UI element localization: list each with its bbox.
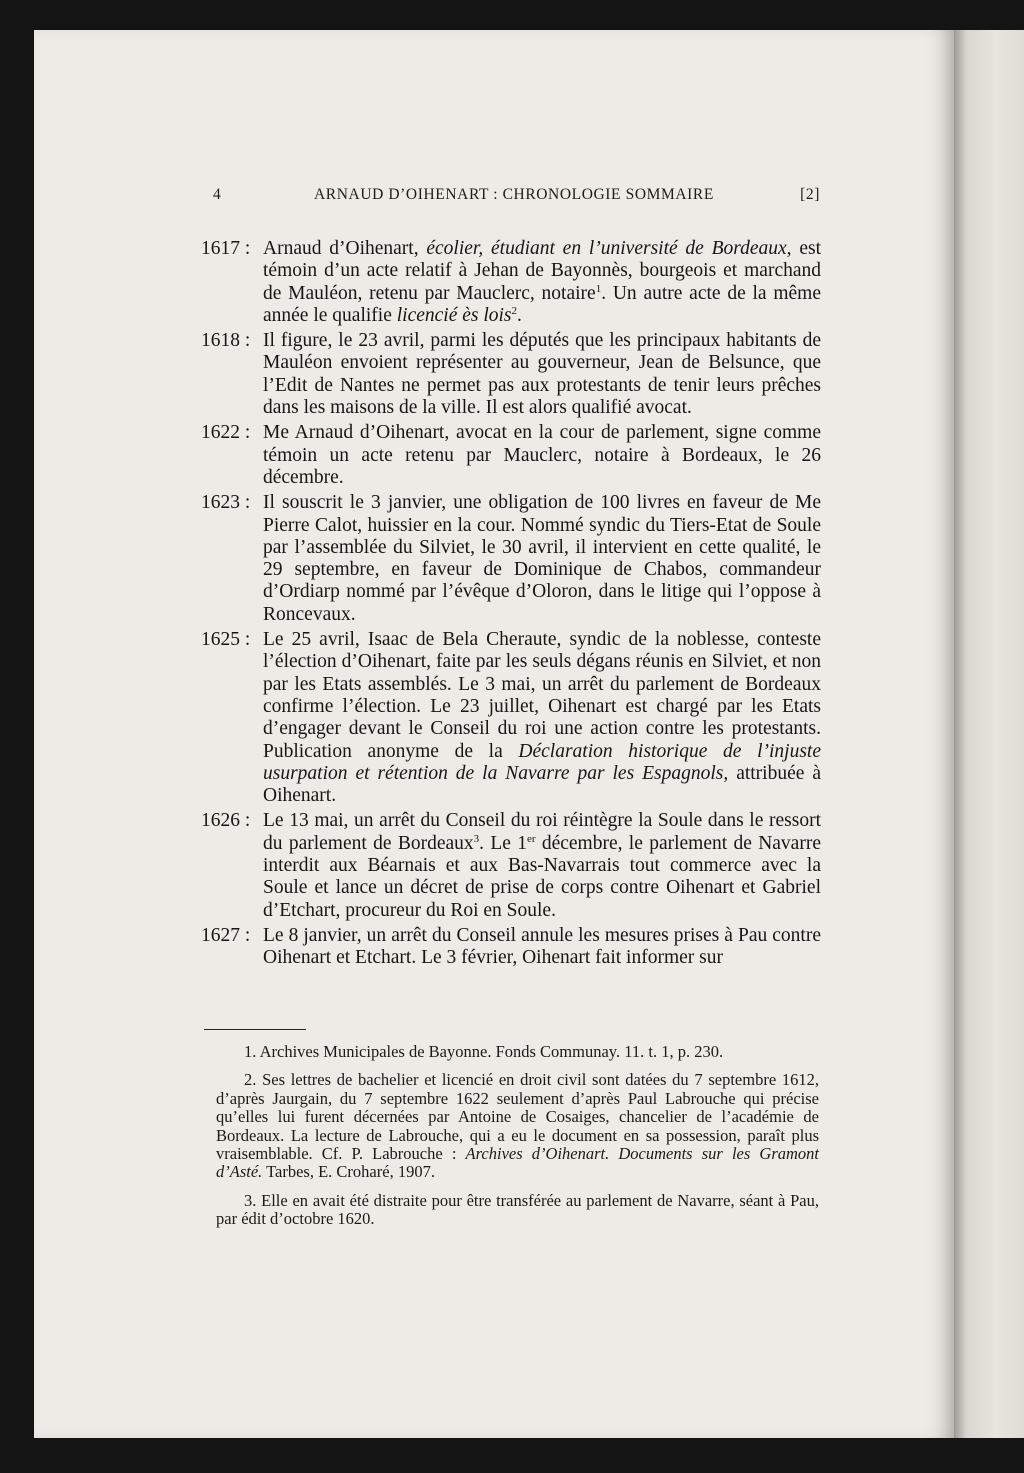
entry-year: 1623 : xyxy=(201,492,251,514)
entry-year: 1618 : xyxy=(201,330,251,352)
entry-text: Il souscrit le 3 janvier, une obligation de 100 livres en faveur de Me Pierre Calot, huissier en la cour. Nommé syndic du Tiers-Etat de Soule par l’assemblée du Silviet, le 30 avril, il intervient en cette qualité, le 29 septembre, en faveur de Dominique de Chabos, commandeur d’Ordiarp nommé par l’évêque d’Oloron, dans le litige qui l’oppose à Roncevaux. xyxy=(263,492,821,625)
chronology-entry xyxy=(201,238,821,327)
chronology-list xyxy=(201,238,821,973)
footnote: 2. Ses lettres de bachelier et licencié en droit civil sont datées du 7 septembre 1612, d’après Jaurgain, du 7 septembre 1622 seulement d’après Paul Labrouche qui précise qu’elles lui furent décernées par Antoine de Cosaiges, chancelier de l’académie de Bordeaux. La lecture de Labrouche, qui a eu le document en sa possession, paraît plus vraisemblable. Cf. P. Labrouche : Archives d’Oihenart. Documents sur les Gramont d’Asté. Tarbes, E. Croharé, 1907. xyxy=(216,1070,819,1182)
chronology-entry xyxy=(201,629,821,807)
footnote-ref: 2 xyxy=(511,304,518,317)
ordinal-suffix: er xyxy=(526,832,536,845)
facing-page-edge xyxy=(954,30,1024,1438)
chronology-entry xyxy=(201,810,821,921)
entry-text: Le 13 mai, un arrêt du Conseil du roi réintègre la Soule dans le ressort du parlement de Bordeaux$^3$. Le 1er décembre, le parlement de Navarre interdit aux Béarnais et aux Bas-Navarrais tout commerce avec la Soule et lance un décret de prise de corps contre Oihenart et Gabriel d’Etchart, procureur du Roi en Soule. xyxy=(263,810,821,921)
chronology-entry xyxy=(201,925,821,970)
footnote-divider xyxy=(204,1029,306,1030)
entry-year: 1622 : xyxy=(201,422,251,444)
running-title: ARNAUD D’OIHENART : CHRONOLOGIE SOMMAIRE xyxy=(314,186,714,203)
chronology-entry xyxy=(201,492,821,626)
footnote-ref: 1 xyxy=(595,282,602,295)
entry-year: 1627 : xyxy=(201,924,251,946)
entry-text: Le 8 janvier, un arrêt du Conseil annule les mesures prises à Pau contre Oihenart et Etchart. Le 3 février, Oihenart fait informer sur xyxy=(263,924,821,969)
section-marker: [2] xyxy=(800,186,820,203)
page-number: 4 xyxy=(213,186,222,203)
footnote-ref: 3 xyxy=(473,832,480,845)
footnote: 3. Elle en avait été distraite pour être transférée au parlement de Navarre, séant à Pau, par édit d’octobre 1620. xyxy=(216,1190,819,1229)
running-header xyxy=(0,186,1024,210)
chronology-entry xyxy=(201,330,821,419)
entry-text: Arnaud d’Oihenart, écolier, étudiant en l’université de Bordeaux, est témoin d’un acte relatif à Jehan de Bayonnès, bourgeois et marchand de Mauléon, retenu par Mauclerc, notaire$^1$. Un autre acte de la même année le qualifie licencié ès lois$^2$. xyxy=(263,238,821,326)
entry-text: Le 25 avril, Isaac de Bela Cheraute, syndic de la noblesse, conteste l’élection d’Oihenart, faite par les seuls dégans réunis en Silviet, et non par les Etats assemblés. Le 3 mai, un arrêt du parlement de Bordeaux confirme l’élection. Le 23 juillet, Oihenart est chargé par les Etats d’engager devant le Conseil du roi une action contre les protestants. Publication anonyme de la Déclaration historique de l’injuste usurpation et rétention de la Navarre par les Espagnols, attribuée à Oihenart. xyxy=(263,629,821,807)
footnotes xyxy=(216,1043,819,1239)
chronology-entry xyxy=(201,422,821,489)
footnote: 1. Archives Municipales de Bayonne. Fonds Communay. 11. t. 1, p. 230. xyxy=(244,1042,724,1061)
entry-text: Me Arnaud d’Oihenart, avocat en la cour de parlement, signe comme témoin un acte retenu par Mauclerc, notaire à Bordeaux, le 26 décembre. xyxy=(263,422,821,488)
entry-year: 1617 : xyxy=(201,238,251,259)
entry-year: 1626 : xyxy=(201,810,251,832)
entry-year: 1625 : xyxy=(201,629,251,651)
entry-text: Il figure, le 23 avril, parmi les députés que les principaux habitants de Mauléon envoient représenter au gouverneur, Jean de Belsunce, que l’Edit de Nantes ne permet pas aux protestants de tenir leurs prêches dans les maisons de la ville. Il est alors qualifié avocat. xyxy=(263,330,821,419)
